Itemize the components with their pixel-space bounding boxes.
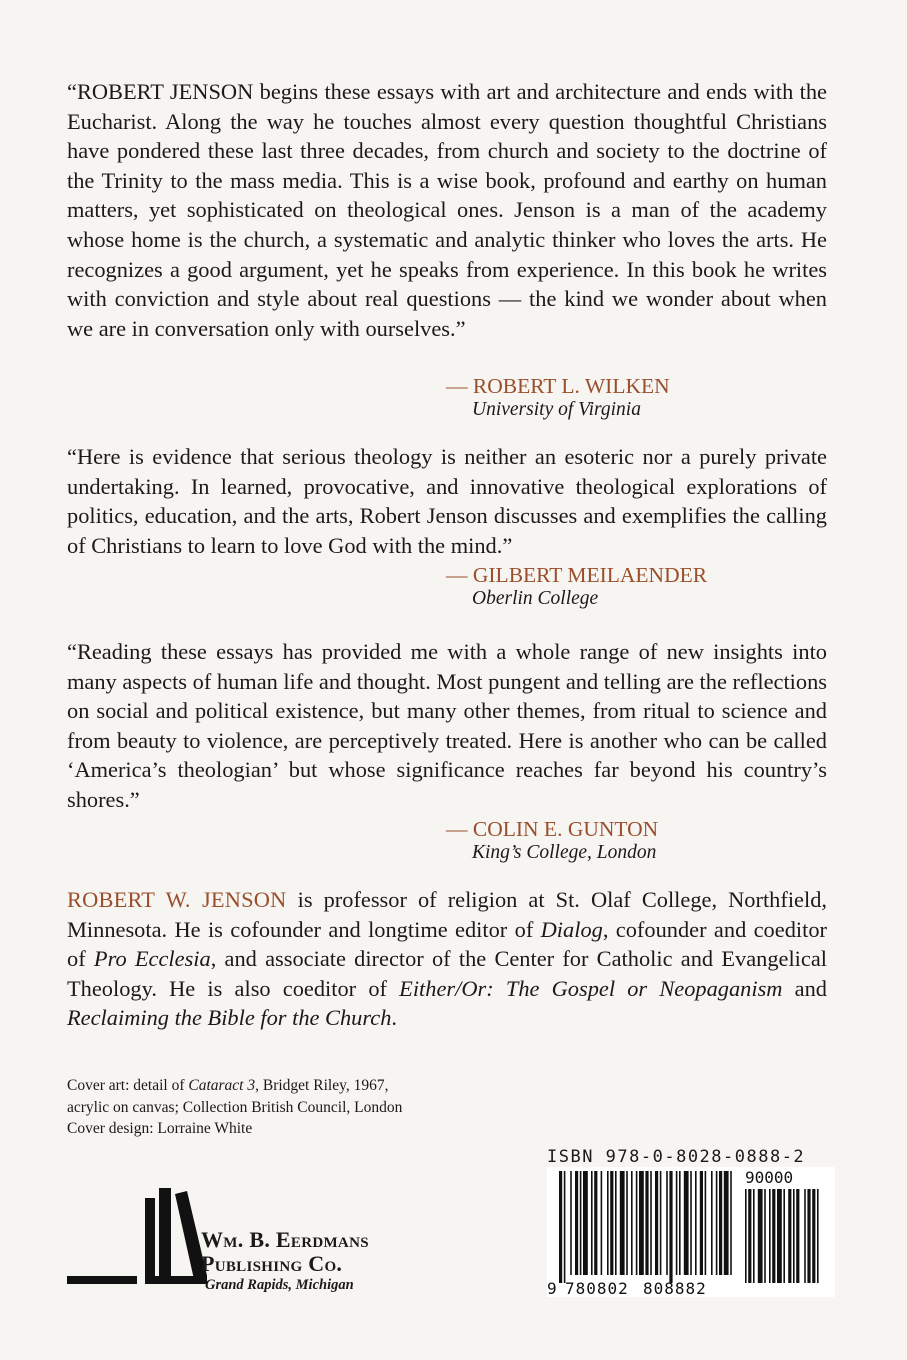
addon-bar [796, 1189, 799, 1283]
addon-bar [817, 1189, 819, 1283]
barcode-bar [615, 1171, 617, 1275]
barcode-bar [594, 1171, 597, 1275]
barcode-bar [570, 1171, 572, 1275]
barcode-bar [583, 1171, 588, 1275]
books-logo-icon [67, 1188, 207, 1298]
author-name: — GILBERT MEILAENDER [446, 563, 708, 587]
barcode-bar [711, 1171, 713, 1275]
ean-left-digits: 780802 [565, 1279, 629, 1297]
ean-right-digits: 808882 [643, 1279, 707, 1297]
author-name: — ROBERT L. WILKEN [446, 374, 670, 398]
journal-pro-ecclesia: Pro Ecclesia [93, 946, 211, 972]
journal-dialog: Dialog [540, 916, 603, 942]
addon-bar [753, 1189, 755, 1283]
addon-bar [758, 1189, 763, 1283]
publisher-name: Wm. B. Eerdmans Publishing Co. Grand Rapids, Michigan [201, 1227, 369, 1293]
author-institution: Oberlin College [472, 588, 599, 609]
barcode-bar [575, 1171, 578, 1275]
addon-bar [748, 1189, 751, 1283]
barcode-bar [716, 1171, 718, 1275]
quote-meilaender [67, 442, 827, 560]
addon-bar [807, 1189, 810, 1283]
barcode-bar [666, 1171, 668, 1275]
attribution-meilaender [446, 563, 707, 611]
barcode-bar [684, 1171, 689, 1275]
quote-text: “ROBERT JENSON begins these essays with art and architecture and ends with the Eucharist. Along the way he touches almost every question thoughtful Christians have pondered these last three decades, from church and society to the doctrine of the Trinity to the mass media. This is a wise book, profound and earthy on human matters, yet sophisticated on theological ones. Jenson is a man of the academy whose home is the church, a systematic and analytic thinker who loves the arts. He recognizes a good argument, yet he speaks from experience. In this book he writes with conviction and style about real questions — the kind we wonder about when we are in conversation only with ourselves.” [67, 79, 827, 341]
cover-design-credit: Cover design: Lorraine White [67, 1120, 253, 1137]
isbn-text: ISBN 978-0-8028-0888-2 [547, 1147, 806, 1167]
addon-bar [769, 1189, 771, 1283]
barcode-bar [591, 1171, 593, 1275]
addon-bar [804, 1189, 806, 1283]
quote-text: “Here is evidence that serious theology is neither an esoteric nor a purely private undertaking. In learned, provocative, and innovative theological explorations of politics, education, and the arts, Robert Jenson discusses and exemplifies the calling of Christians to learn to love God with the mind.” [67, 444, 827, 558]
barcode-bar [705, 1171, 707, 1275]
bio-text: ROBERT W. JENSON is professor of religion at St. Olaf College, Northfield, Minnesota. He is cofounder and longtime editor of Dialog, cofounder and coeditor of Pro Ecclesia, and associate director of the Center for Catholic and Evangelical Theology. He is also coeditor of Either/Or: The Gospel or Neopaganism and Reclaiming the Bible for the Church. [67, 887, 828, 1031]
cover-credits [67, 1075, 507, 1140]
barcode-bar [669, 1171, 672, 1283]
barcode-bar [580, 1171, 582, 1275]
barcode-bar [631, 1171, 633, 1275]
addon-bar [777, 1189, 782, 1283]
ean-first-digit: 9 [547, 1279, 557, 1297]
addon-bar [812, 1189, 815, 1283]
author-name: — COLIN E. GUNTON [446, 817, 659, 841]
barcode-bar [660, 1171, 662, 1275]
barcode-bar [610, 1171, 613, 1275]
addon-bar [788, 1189, 791, 1283]
publisher-logo [67, 1188, 427, 1298]
barcode-bar [690, 1171, 692, 1275]
barcode-bar [724, 1171, 729, 1275]
barcode-bar [695, 1171, 697, 1275]
barcode-bar [676, 1171, 678, 1275]
addon-bar [793, 1189, 795, 1283]
author-institution: University of Virginia [472, 399, 641, 420]
barcode-bar [639, 1171, 644, 1275]
book-reclaiming: Reclaiming the Bible for the Church [67, 1005, 392, 1031]
barcode-bar [559, 1171, 562, 1283]
isbn-barcode [547, 1147, 835, 1297]
barcode-bar [650, 1171, 652, 1275]
addon-bar [772, 1189, 775, 1283]
barcode-bar [626, 1171, 628, 1275]
bio-name: ROBERT W. JENSON [67, 887, 287, 912]
book-either-or: Either/Or: The Gospel or Neopaganism [399, 975, 783, 1001]
barcode-bars [547, 1167, 835, 1297]
attribution-wilken [446, 374, 670, 422]
barcode-bar [645, 1171, 648, 1275]
barcode-bar [620, 1171, 625, 1275]
addon-bar [745, 1189, 747, 1283]
author-institution: King’s College, London [472, 842, 657, 863]
author-bio [67, 885, 827, 1033]
addon-bar [764, 1189, 766, 1283]
barcode-bar [564, 1171, 566, 1283]
barcode-bar [679, 1171, 681, 1275]
barcode-bar [700, 1171, 703, 1275]
publisher-location: Grand Rapids, Michigan [205, 1277, 354, 1293]
barcode-bar [730, 1171, 732, 1275]
addon-bar [783, 1189, 785, 1283]
quote-lead: “ROBERT JENSON [67, 79, 254, 104]
barcode-bar [655, 1171, 658, 1275]
cover-art-credit: Cover art: detail of Cataract 3, Bridget Riley, 1967, [67, 1077, 389, 1094]
quote-gunton [67, 637, 827, 815]
barcode-bar [601, 1171, 603, 1275]
attribution-gunton [446, 817, 658, 865]
price-code: 90000 [745, 1168, 794, 1187]
quote-text: “Reading these essays has provided me with a whole range of new insights into many aspects of human life and thought. Most pungent and telling are the reflections on social and political existence, but many other themes, from ritual to science and from beauty to violence, are perceptively treated. Here is another who can be called ‘America’s theologian’ but whose significance reaches far beyond his country’s shores.” [67, 639, 827, 812]
barcode-bar [719, 1171, 722, 1275]
barcode-bar [636, 1171, 638, 1275]
cover-art-credit-line2: acrylic on canvas; Collection British Council, London [67, 1098, 403, 1116]
barcode-bar [607, 1171, 609, 1275]
quote-wilken [67, 77, 827, 343]
